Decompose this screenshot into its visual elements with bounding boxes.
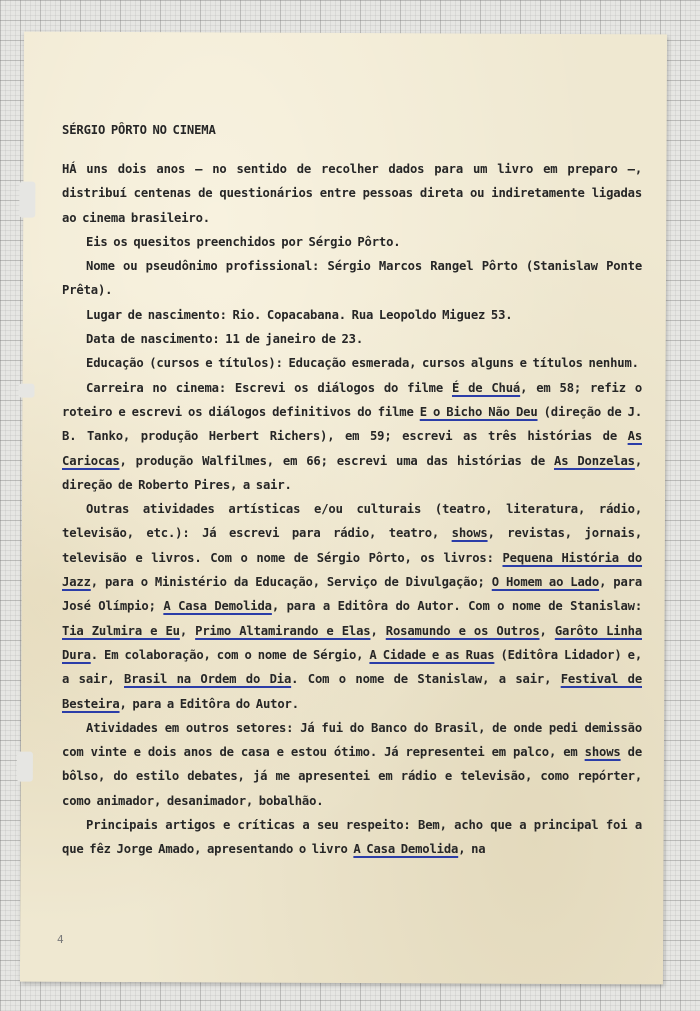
paragraph-questions: Eis os quesitos preenchidos por Sérgio Pôrto.	[86, 234, 401, 249]
paragraph-birthplace: Lugar de nascimento: Rio. Copacabana. Rua Leopoldo Miguez 53.	[86, 307, 513, 322]
film-title: As Cariocas	[62, 429, 642, 468]
book-title: A Cidade e as Ruas	[369, 647, 495, 662]
paper-tear	[17, 752, 33, 782]
typewritten-text	[62, 120, 642, 862]
film-title: As Donzelas	[554, 453, 635, 468]
book-title: Pequena História do Jazz	[62, 550, 643, 590]
book-title: Garôto Linha Dura	[62, 623, 642, 662]
book-title: Brasil na Ordem do Dia	[124, 672, 292, 687]
book-title: Tia Zulmira e Eu	[62, 623, 180, 638]
book-title: A Casa Demolida	[163, 599, 272, 614]
book-title: O Homem ao Lado	[491, 575, 600, 590]
book-title: Primo Altamirando e Elas	[195, 623, 371, 638]
underlined-term: shows	[584, 745, 621, 760]
film-title: E o Bicho Não Deu	[419, 404, 538, 419]
paragraph-name: Nome ou pseudônimo profissional: Sérgio Marcos Rangel Pôrto (Stanislaw Ponte Prêta).	[62, 259, 642, 298]
paragraph-intro: HÁ uns dois anos — no sentido de recolher dados para um livro em preparo —, distribuí centenas de questionários entre pessoas direta ou indiretamente ligadas ao cinema brasileiro.	[62, 162, 642, 225]
underlined-term: shows	[451, 526, 488, 541]
paragraph-cinema-career: Carreira no cinema: Escrevi os diálogos do filme É de Chuá, em 58; refiz o roteiro e escrevi os diálogos definitivos do filme E o Bicho Não Deu (direção de J. B. Tanko, produção Herbert Richers), em 59; escrevi as três histórias de As Cariocas, produção Walfilmes, em 66; escrevi uma das histórias de As Donzelas, direção de Roberto Pires, a sair.	[62, 380, 643, 492]
film-title: É de Chuá	[451, 380, 521, 395]
document-title: SÉRGIO PÔRTO NO CINEMA	[62, 123, 216, 137]
paragraph-birthdate: Data de nascimento: 11 de janeiro de 23.	[86, 332, 363, 347]
book-title: A Casa Demolida	[353, 842, 459, 857]
page-mark: 4	[57, 933, 64, 946]
book-title: Rosamundo e os Outros	[385, 623, 540, 638]
paragraph-critiques: Principais artigos e críticas a seu respeito: Bem, acho que a principal foi a que fêz Jorge Amado, apresentando o livro A Casa Demolida, na	[62, 818, 642, 857]
paper-tear	[19, 182, 35, 218]
book-title: Festival de Besteira	[62, 672, 642, 711]
paragraph-education: Educação (cursos e títulos): Educação esmerada, cursos alguns e títulos nenhum.	[86, 356, 639, 371]
paragraph-other-sectors: Atividades em outros setores: Já fui do Banco do Brasil, de onde pedi demissão com vinte e dois anos de casa e estou ótimo. Já representei em palco, em shows de bôlso, do estilo debates, já me apresentei em rádio e televisão, como repórter, como animador, desanimador, bobalhão.	[62, 720, 643, 808]
paragraph-other-activities: Outras atividades artísticas e/ou culturais (teatro, literatura, rádio, televisão, etc.): Já escrevi para rádio, teatro, shows, revistas, jornais, televisão e livros. Com o nome de Sérgio Pôrto, os livros: Pequena História do Jazz, para o Ministério da Educação, Serviço de Divulgação; O Homem ao Lado, para José Olímpio; A Casa Demolida, para a Editôra do Autor. Com o nome de Stanislaw: Tia Zulmira e Eu, Primo Altamirando e Elas, Rosamundo e os Outros, Garôto Linha Dura. Em colaboração, com o nome de Sérgio, A Cidade e as Ruas (Editôra Lidador) e, a sair, Brasil na Ordem do Dia. Com o nome de Stanislaw, a sair, Festival de Besteira, para a Editôra do Autor.	[62, 502, 643, 711]
paper-tear	[18, 384, 34, 398]
